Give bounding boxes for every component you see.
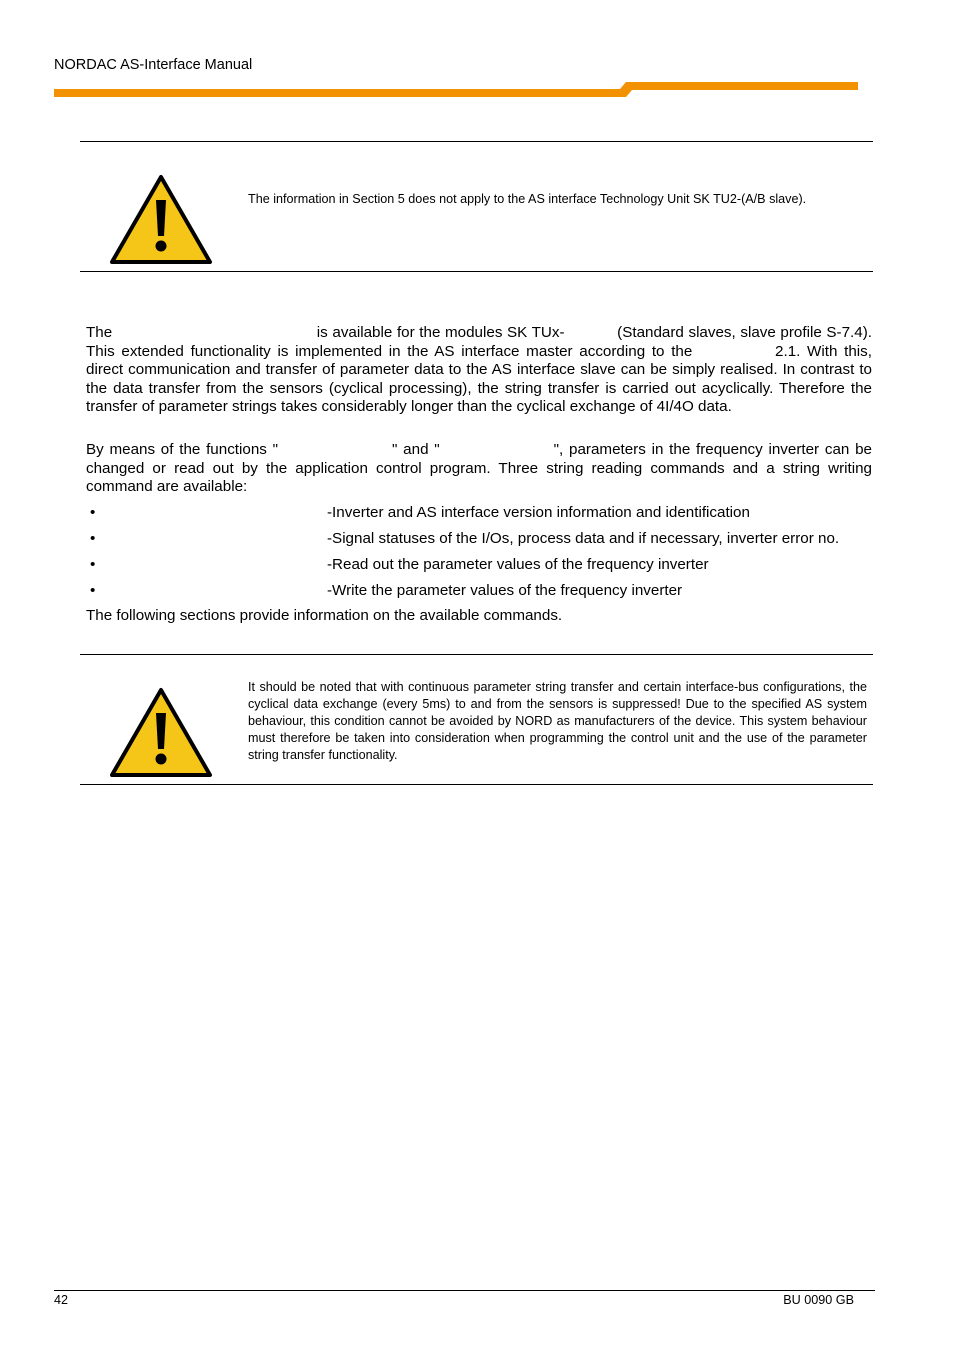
warning-triangle-icon (109, 687, 213, 779)
notice-text: It should be noted that with continuous parameter string transfer and certain interface-bus configurations, the cyclical data exchange (every 5ms) to and from the sensors is suppressed! Due to the specified AS system behaviour, this condition cannot be avoided by NORD as manufacturers of the device. This system behaviour must therefore be taken into consideration when programming the control unit and the use of the parameter string transfer functionality. (248, 680, 867, 762)
page-number: 42 (54, 1293, 69, 1307)
bullet-marker: • (90, 556, 96, 573)
notice-text: The information in Section 5 does not apply to the AS interface Technology Unit SK TU2-(A/B slave). (248, 192, 807, 206)
footer-rule (54, 1290, 875, 1291)
text-span: The (86, 324, 113, 341)
list-item-text: -Inverter and AS interface version information and identification (327, 504, 750, 521)
text-span: By means of the functions " (86, 441, 279, 458)
paragraph-functions (86, 441, 872, 497)
list-item-text: -Write the parameter values of the frequency inverter (327, 582, 683, 599)
notice-top-rule (80, 141, 873, 142)
list-item-text: -Read out the parameter values of the frequency inverter (327, 556, 709, 573)
list-item-text: -Signal statuses of the I/Os, process data and if necessary, inverter error no. (327, 530, 840, 547)
bullet-marker: • (90, 582, 96, 599)
document-code: BU 0090 GB (783, 1293, 854, 1307)
notice-bottom-rule (80, 271, 873, 272)
paragraph-following: The following sections provide information on the available commands. (86, 607, 563, 624)
header-accent-bar (54, 82, 858, 98)
warning-triangle-icon (109, 174, 213, 266)
notice-top-rule (80, 654, 873, 655)
notice-bottom-rule (80, 784, 873, 785)
paragraph-intro (86, 324, 872, 417)
header-title: NORDAC AS-Interface Manual (54, 57, 253, 73)
text-span: ", parameters in the frequency inverter can be changed or read out by the application control program. Three string reading commands and a string writing command are available: (86, 441, 872, 496)
text-span: (Standard slaves, slave profile S-7.4). This extended functionality is implemented in the AS interface master according to the (86, 324, 872, 360)
text-span: is available for the modules SK TUx- (316, 324, 565, 341)
bullet-marker: • (90, 530, 96, 547)
text-span: 2.1. With this, direct communication and transfer of parameter data to the AS interface slave can be simply realised. In contrast to the data transfer from the sensors (cyclical processing), the string transfer is carried out acyclically. Therefore the transfer of parameter strings takes considerably longer than the cyclical exchange of 4I/4O data. (86, 342, 872, 416)
bullet-marker: • (90, 504, 96, 521)
text-span: " and " (392, 441, 440, 458)
